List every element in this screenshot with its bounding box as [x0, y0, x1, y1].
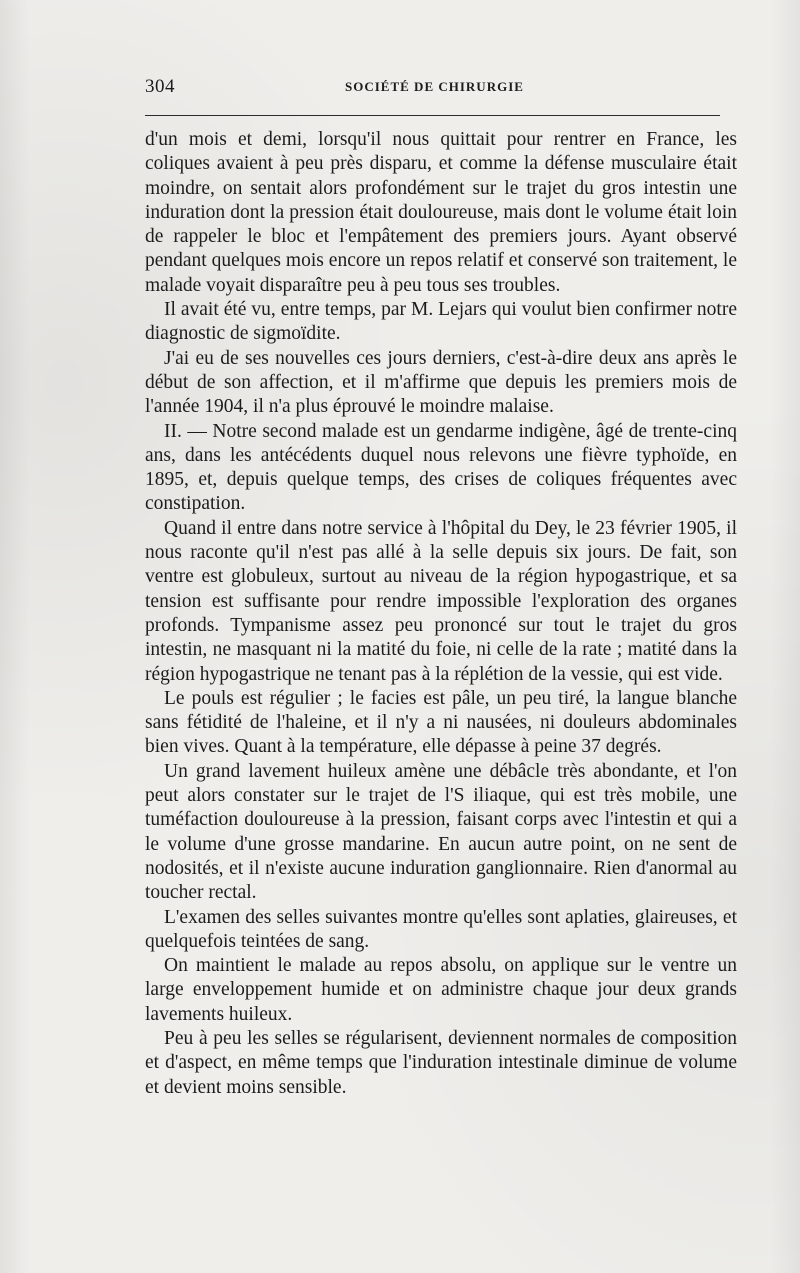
paragraph: d'un mois et demi, lorsqu'il nous quittait pour rentrer en France, les coliques avaient à peu près disparu, et comme la défense musculaire était moindre, on sentait alors profondément sur le trajet du gros intestin une induration dont la pression était douloureuse, mais dont le volume était loin de rappeler le bloc et l'empâtement des premiers jours. Ayant observé pendant quelques mois encore un repos relatif et conservé son traitement, le malade voyait disparaître peu à peu tous ses troubles.: [145, 129, 737, 296]
paragraph: Le pouls est régulier ; le facies est pâle, un peu tiré, la langue blanche sans fétidité de l'haleine, et il n'y a ni nausées, ni douleurs abdominales bien vives. Quant à la température, elle dépasse à peine 37 degrés.: [145, 687, 737, 758]
paragraph: Quand il entre dans notre service à l'hôpital du Dey, le 23 février 1905, il nous raconte qu'il n'est pas allé à la selle depuis six jours. De fait, son ventre est globuleux, surtout au niveau de la région hypogastrique, et sa tension est suffisante pour rendre impossible l'exploration des organes profonds. Tympanisme assez peu prononcé sur tout le trajet du gros intestin, ne masquant ni la matité du foie, ni celle de la rate ; matité dans la région hypogastrique ne tenant pas à la réplétion de la vessie, qui est vide.: [145, 517, 737, 685]
paragraph: II. — Notre second malade est un gendarme indigène, âgé de trente-cinq ans, dans les antécédents duquel nous relevons une fièvre typhoïde, en 1895, et, depuis quelque temps, des crises de coliques fréquentes avec constipation.: [145, 420, 737, 515]
body-text: [145, 128, 737, 1100]
paragraph: Il avait été vu, entre temps, par M. Lejars qui voulut bien confirmer notre diagnostic de sigmoïdite.: [145, 299, 737, 345]
page-number: 304: [145, 76, 175, 97]
paragraph: Un grand lavement huileux amène une débâcle très abondante, et l'on peut alors constater sur le trajet de l'S iliaque, qui est très mobile, une tuméfaction douloureuse à la pression, faisant corps avec l'intestin et qui a le volume d'une grosse mandarine. En aucun autre point, on ne sent de nodosités, et il n'existe aucune induration ganglionnaire. Rien d'anormal au toucher rectal.: [145, 760, 737, 904]
running-title: SOCIÉTÉ DE CHIRURGIE: [345, 79, 524, 94]
paragraph: J'ai eu de ses nouvelles ces jours derniers, c'est-à-dire deux ans après le début de son affection, et il m'affirme que depuis les premiers mois de l'année 1904, il n'a plus éprouvé le moindre malaise.: [145, 347, 737, 418]
paragraph: On maintient le malade au repos absolu, on applique sur le ventre un large enveloppement humide et on administre chaque jour deux grands lavements huileux.: [145, 955, 737, 1025]
page-header: [145, 76, 737, 100]
header-rule: [145, 115, 720, 116]
paragraph: Peu à peu les selles se régularisent, deviennent normales de composition et d'aspect, en même temps que l'induration intestinale diminue de volume et devient moins sensible.: [145, 1027, 737, 1098]
paragraph: L'examen des selles suivantes montre qu'elles sont aplaties, glaireuses, et quelquefois teintées de sang.: [145, 906, 737, 952]
